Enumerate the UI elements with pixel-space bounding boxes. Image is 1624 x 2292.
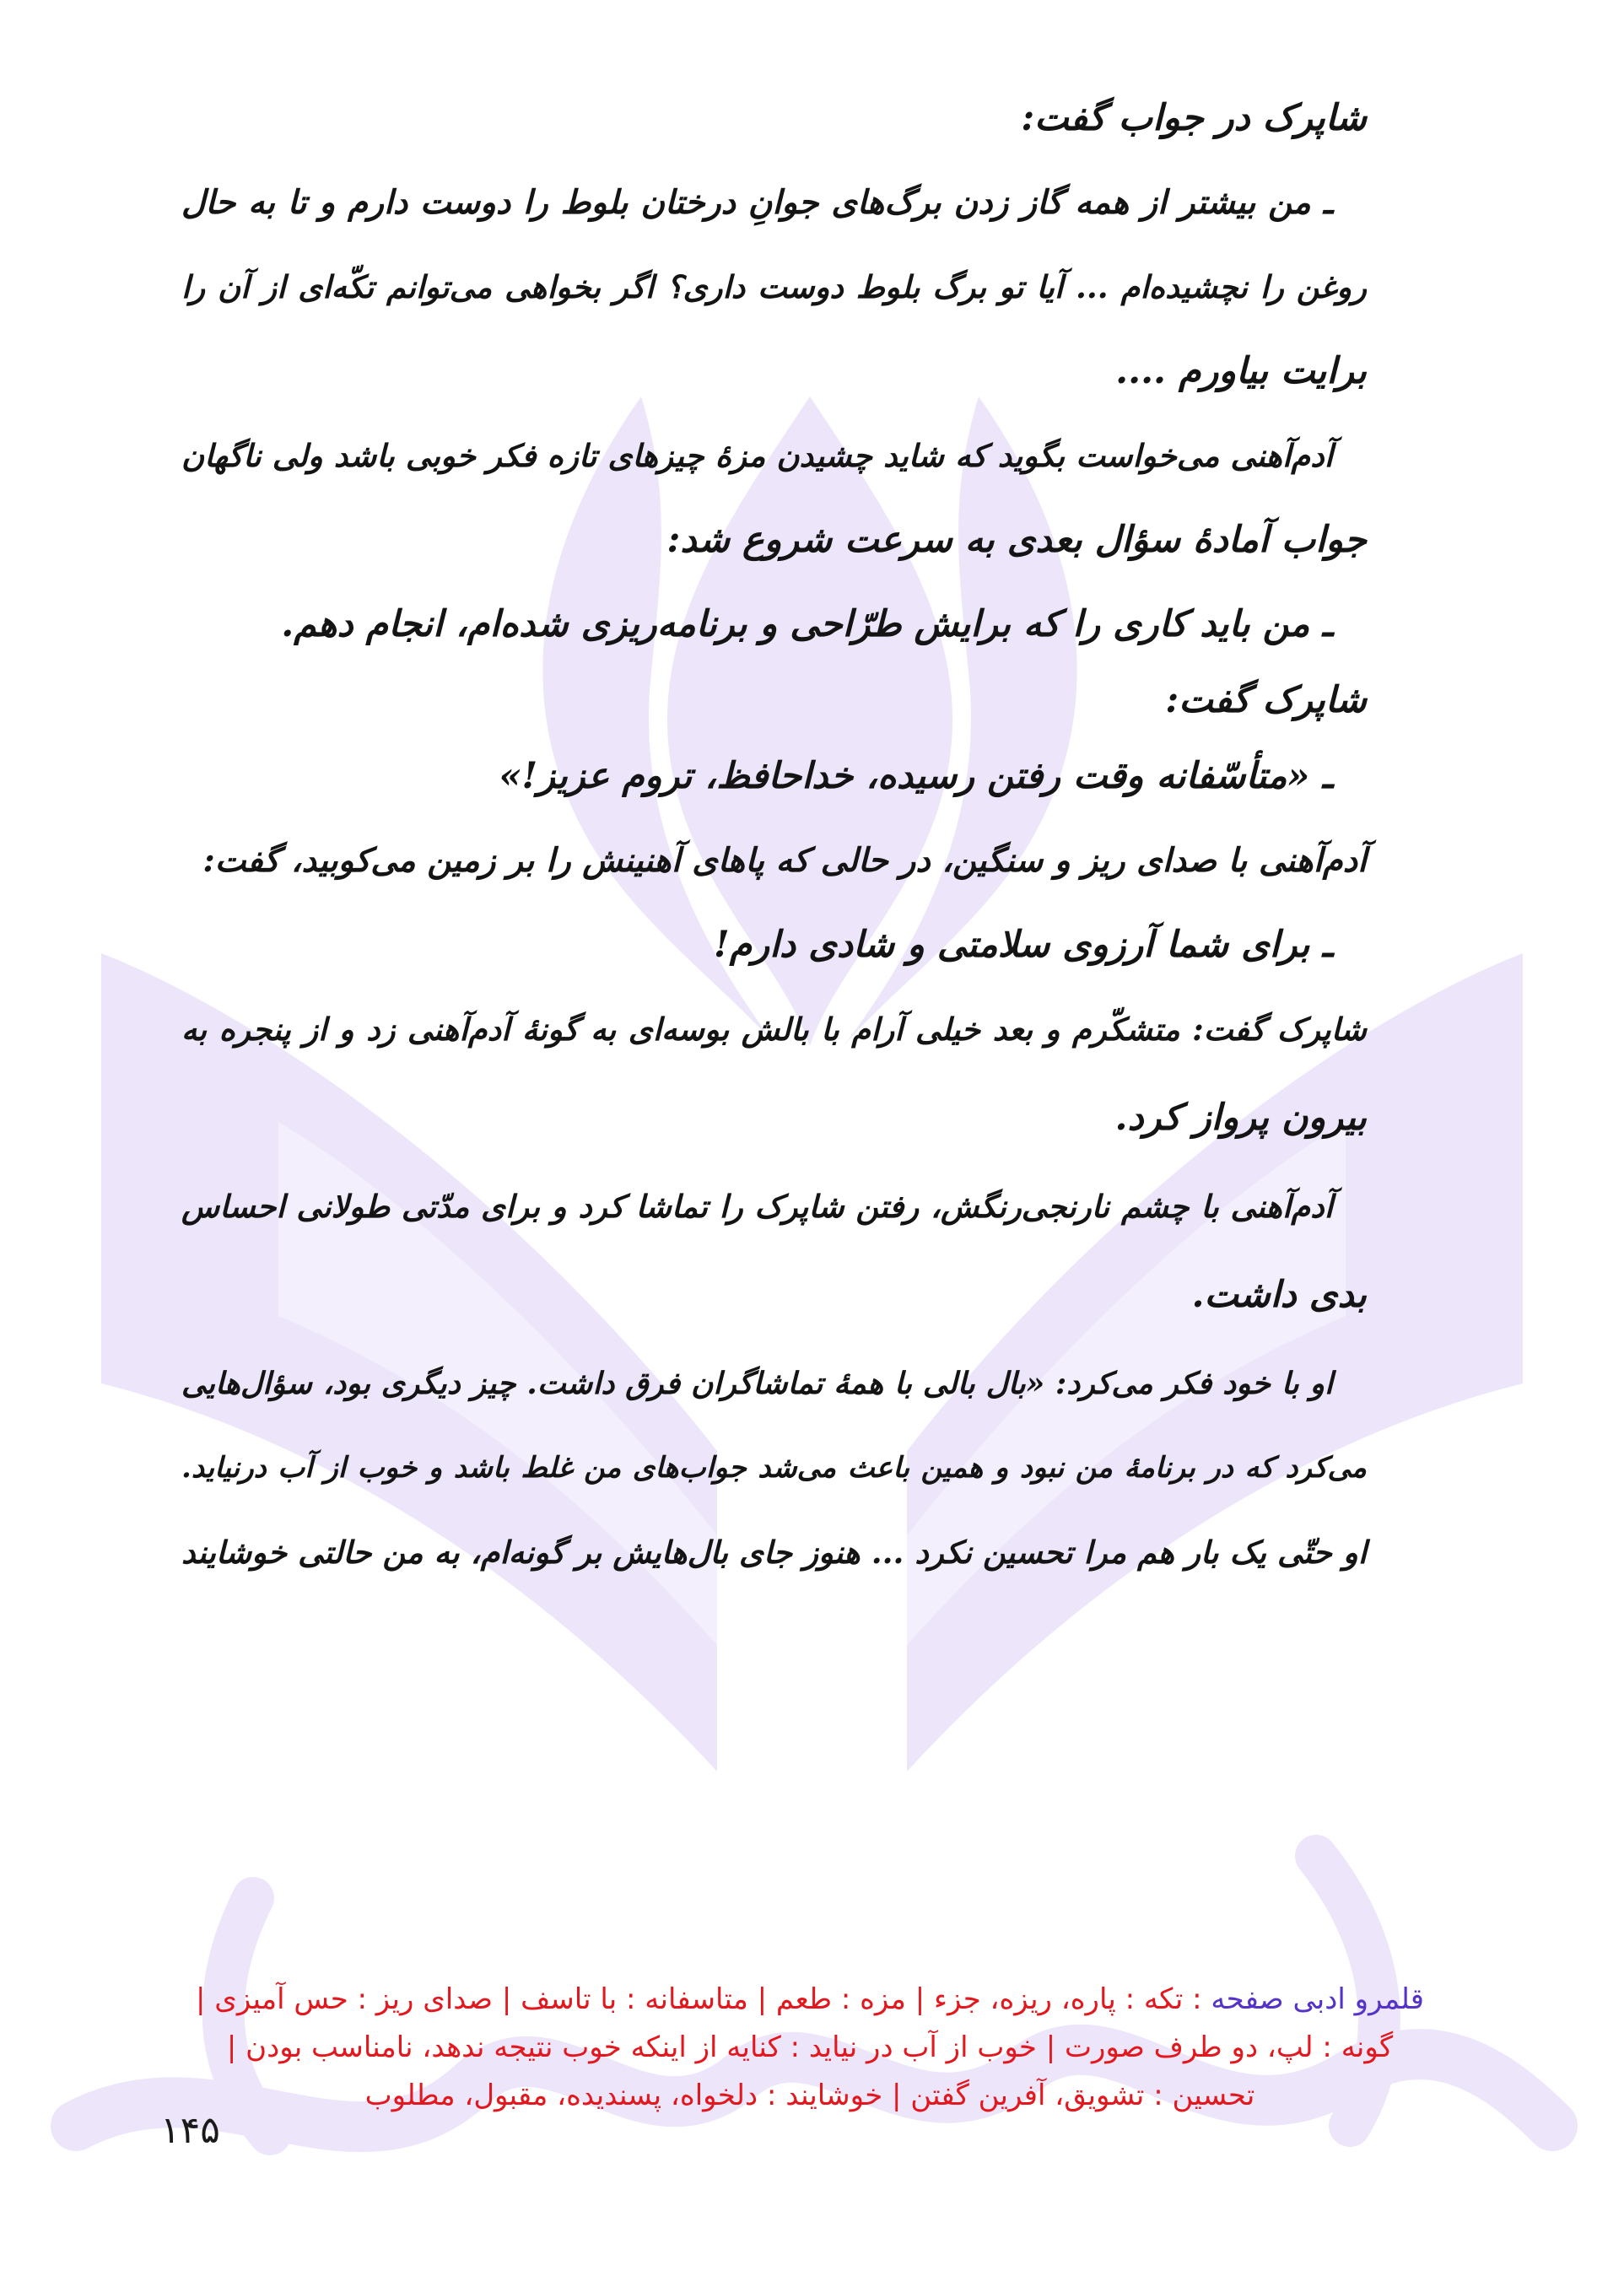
text-line: او با خود فکر می‌کرد: «بال بالی با همۀ تماشاگران فرق داشت. چیز دیگری بود، سؤال‌هایی xyxy=(181,1366,1333,1401)
glossary-title: قلمرو ادبی صفحه xyxy=(1211,1982,1424,2016)
glossary-line: تحسین : تشویق، آفرین گفتن | خوشایند : دلخواه، پسندیده، مقبول، مطلوب xyxy=(364,2079,1255,2112)
glossary-text: : تکه : پاره، ریزه، جزء | مزه : طعم | متاسفانه : با تاسف | صدای ریز : حس آمیزی | xyxy=(196,1982,1202,2016)
text-line: بدی داشت. xyxy=(1191,1274,1367,1316)
text-line: می‌کرد که در برنامۀ من نبود و همین باعث می‌شد جواب‌های من غلط باشد و خوب از آب درنیاید. xyxy=(181,1451,1367,1485)
text-line: جواب آمادۀ سؤال بعدی به سرعت شروع شد: xyxy=(666,519,1367,561)
text-line: آدم‌آهنی با چشم نارنجی‌رنگش، رفتن شاپرک را تماشا کرد و برای مدّتی طولانی احساس xyxy=(181,1188,1333,1225)
text-line: ـ برای شما آرزوی سلامتی و شادی دارم! xyxy=(713,924,1333,966)
text-line: آدم‌آهنی با صدای ریز و سنگین، در حالی که پاهای آهنینش را بر زمین می‌کوبید، گفت: xyxy=(202,841,1367,880)
text-line: آدم‌آهنی می‌خواست بگوید که شاید چشیدن مزۀ چیزهای تازه فکر خوبی باشد ولی ناگهان xyxy=(181,437,1333,474)
text-line: شاپرک در جواب گفت: xyxy=(1021,97,1367,139)
text-line: ـ من بیشتر از همه گاز زدن برگ‌های جوانِ درختان بلوط را دوست دارم و تا به حال xyxy=(181,183,1333,222)
text-line: بیرون پرواز کرد. xyxy=(1114,1097,1367,1139)
text-line: روغن را نچشیده‌ام ... آیا تو برگ بلوط دوست داری؟ اگر بخواهی می‌توانم تکّه‌ای از آن را xyxy=(181,268,1367,305)
story-text xyxy=(181,76,1367,1594)
text-line: ـ «متأسّفانه وقت رفتن رسیده، خداحافظ، تروم عزیز!» xyxy=(499,755,1333,797)
text-line: شاپرک گفت: متشکّرم و بعد خیلی آرام با بالش بوسه‌ای به گونۀ آدم‌آهنی زد و از پنجره به xyxy=(181,1011,1367,1048)
vocabulary-glossary xyxy=(93,1976,1527,2120)
glossary-line xyxy=(93,1976,1527,2024)
glossary-line: گونه : لپ، دو طرف صورت | خوب از آب در نیاید : کنایه از اینکه خوب نتیجه ندهد، نامناسب بودن | xyxy=(226,2030,1394,2064)
text-line: شاپرک گفت: xyxy=(1165,679,1367,721)
page-number: ۱۴۵ xyxy=(160,2109,220,2152)
text-line: ـ من باید کاری را که برایش طرّاحی و برنامه‌ریزی شده‌ام، انجام دهم. xyxy=(281,603,1333,645)
text-line: برایت بیاورم .... xyxy=(1115,350,1367,392)
text-line: او حتّی یک بار هم مرا تحسین نکرد ... هنوز جای بال‌هایش بر گونه‌ام، به من حالتی خوشایند xyxy=(181,1534,1367,1571)
